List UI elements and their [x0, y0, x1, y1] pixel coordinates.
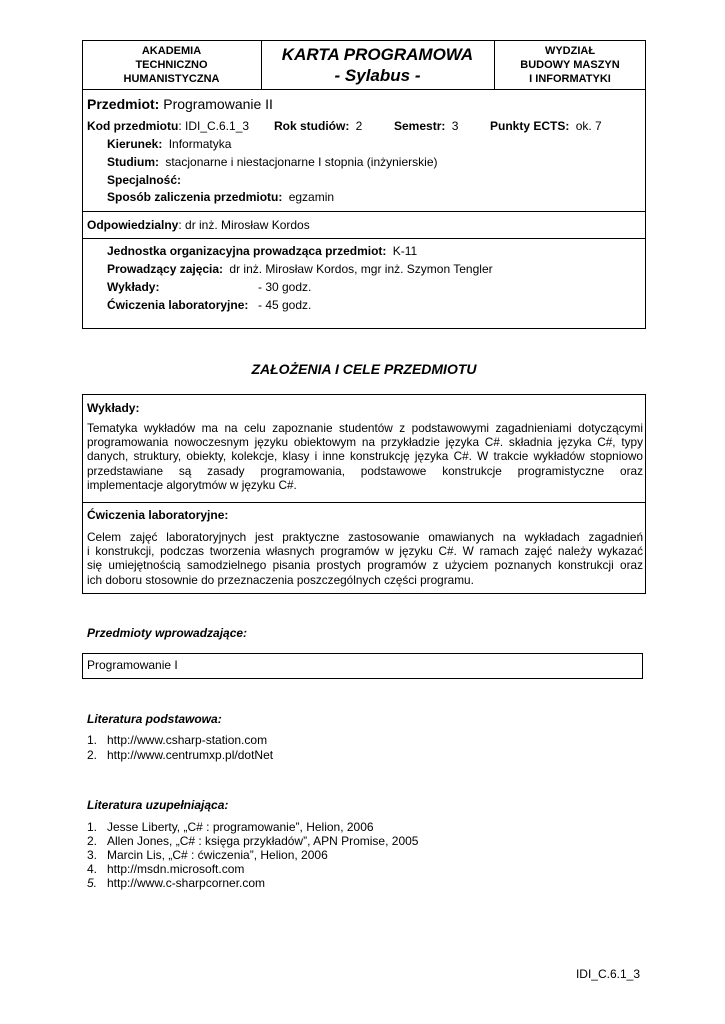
code-row: Kod przedmiotu: IDI_C.6.1_3 [87, 119, 250, 133]
list-item [87, 834, 627, 848]
responsible-bottom-rule [82, 238, 646, 239]
lectures-hours-value: - 30 godz. [258, 280, 312, 294]
faculty-line-1: WYDZIAŁ [544, 45, 596, 57]
list-item [87, 848, 627, 862]
basic-literature-heading: Literatura podstawowa: [87, 712, 222, 726]
assessment-row [107, 190, 334, 204]
list-item-number: 3. [87, 848, 98, 862]
list-item [87, 862, 627, 876]
goals-lectures-line: danych, struktury, obiekty, kolekcje, klasy i inne konstrukcję języka C#. W trakcie wykładów stopniowo [87, 449, 643, 464]
prerequisites-value: Programowanie I [87, 658, 178, 672]
list-item-text: http://www.c-sharpcorner.com [107, 876, 266, 890]
studies-row [107, 155, 437, 169]
goals-labs-line: ich doboru stosownie do przeznaczenia poszczególnych części programu. [87, 572, 474, 587]
year-label: Rok studiów: [274, 119, 350, 133]
specialty-row [107, 173, 181, 187]
goals-heading: ZAŁOŻENIA I CELE PRZEDMIOTU [251, 361, 477, 377]
studies-value: stacjonarne i niestacjonarne I stopnia (inżynierskie) [165, 155, 438, 169]
list-item-number: 4. [87, 862, 98, 876]
list-item [87, 733, 627, 747]
goals-divider [82, 502, 646, 503]
subject-value: Programowanie II [163, 96, 273, 112]
list-item-number: 1. [87, 733, 98, 747]
code-value: IDI_C.6.1_3 [185, 119, 250, 133]
assessment-value: egzamin [288, 190, 335, 204]
title: KARTA PROGRAMOWA [281, 45, 474, 64]
subject-row [87, 96, 273, 113]
list-item-number: 2. [87, 748, 98, 762]
goals-lectures-line: Tematyka wykładów ma na celu zapoznanie studentów z podstawowymi zagadnieniami dotyczącymi [87, 421, 643, 435]
goals-lectures-text [87, 421, 643, 492]
ects-value: ok. 7 [575, 119, 602, 133]
list-item-text: Allen Jones, „C# : księga przykładów”, APN Promise, 2005 [107, 834, 419, 848]
faculty-line-2: BUDOWY MASZYN [520, 59, 620, 71]
goals-labs-heading: Ćwiczenia laboratoryjne: [87, 508, 229, 522]
supplementary-literature-heading: Literatura uzupełniająca: [87, 798, 229, 812]
list-item-text: Jesse Liberty, „C# : programowanie”, Helion, 2006 [107, 820, 374, 834]
labs-hours-value: - 45 godz. [258, 298, 312, 312]
list-item-text: http://www.csharp-station.com [107, 733, 268, 747]
goals-lectures-line: implementacje algorytmów w języku C#. [87, 477, 297, 492]
responsible-row: Odpowiedzialny: dr inż. Mirosław Kordos [87, 218, 310, 232]
responsible-label: Odpowiedzialny [87, 218, 179, 232]
list-item-text: http://www.centrumxp.pl/dotNet [107, 748, 274, 762]
list-item [87, 748, 627, 762]
unit-value: K-11 [392, 244, 418, 258]
document-title [261, 44, 494, 86]
year-value: 2 [355, 119, 363, 133]
ects-label: Punkty ECTS: [490, 119, 570, 133]
teachers-row [107, 262, 493, 276]
basic-literature-list [87, 733, 627, 765]
list-item [87, 876, 627, 890]
academy-line-3: HUMANISTYCZNA [123, 73, 220, 85]
goals-labs-line: Celem zajęć laboratoryjnych jest praktyczne zastosowanie omawianych na wykładach zagadnień [87, 530, 643, 544]
footer-code: IDI_C.6.1_3 [575, 967, 640, 981]
academy-name [82, 44, 261, 86]
unit-label: Jednostka organizacyjna prowadząca przedmiot: [107, 244, 387, 258]
list-item-number: 1. [87, 820, 98, 834]
list-item-text: Marcin Lis, „C# : ćwiczenia”, Helion, 2006 [107, 848, 328, 862]
unit-row [107, 244, 417, 258]
teachers-value: dr inż. Mirosław Kordos, mgr inż. Szymon Tengler [229, 262, 493, 276]
prerequisites-heading: Przedmioty wprowadzające: [87, 626, 248, 640]
specialty-label: Specjalność: [107, 173, 182, 187]
faculty-name [494, 44, 646, 86]
code-label: Kod przedmiotu [87, 119, 179, 133]
year-row [274, 119, 362, 133]
header-bottom-rule [82, 89, 646, 90]
list-item-text: http://msdn.microsoft.com [107, 862, 245, 876]
subject-label: Przedmiot: [87, 96, 160, 112]
semester-row [394, 119, 458, 133]
course-bottom-rule [82, 211, 646, 212]
assessment-label: Sposób zaliczenia przedmiotu: [107, 190, 283, 204]
goals-lectures-line: przedstawiane są zasady programowania, podstawowe konstrukcje programistyczne oraz [87, 463, 643, 478]
semester-value: 3 [451, 119, 459, 133]
goals-lectures-line: programowania nowoczesnym języku obiektowym na przykładzie języka C#. składnia języka C#, typy [87, 435, 643, 450]
list-item-number: 2. [87, 834, 98, 848]
field-label: Kierunek: [107, 137, 163, 151]
field-value: Informatyka [168, 137, 232, 151]
studies-label: Studium: [107, 155, 159, 169]
ects-row [490, 119, 602, 133]
field-row [107, 137, 231, 151]
goals-labs-text [87, 530, 643, 587]
semester-label: Semestr: [394, 119, 446, 133]
teachers-label: Prowadzący zajęcia: [107, 262, 224, 276]
academy-line-2: TECHNICZNO [135, 59, 208, 71]
academy-line-1: AKADEMIA [141, 45, 202, 57]
goals-labs-line: i konstrukcji, podczas tworzenia własnych programów w języku C#. W ramach zajęć należy wykazać [87, 544, 643, 559]
subtitle: - Sylabus - [334, 66, 421, 85]
goals-lectures-heading: Wykłady: [87, 401, 140, 415]
faculty-line-3: I INFORMATYKI [529, 73, 611, 85]
lectures-hours-label: Wykłady: [107, 280, 160, 294]
supplementary-literature-list [87, 820, 627, 895]
goals-labs-line: się umiejętnością samodzielnego pisania prostych programów z użyciem poznanych konstrukcji oraz [87, 558, 643, 573]
list-item [87, 820, 627, 834]
labs-hours-label: Ćwiczenia laboratoryjne: [107, 298, 249, 312]
responsible-value: dr inż. Mirosław Kordos [185, 218, 310, 232]
list-item-number: 5. [87, 876, 98, 890]
